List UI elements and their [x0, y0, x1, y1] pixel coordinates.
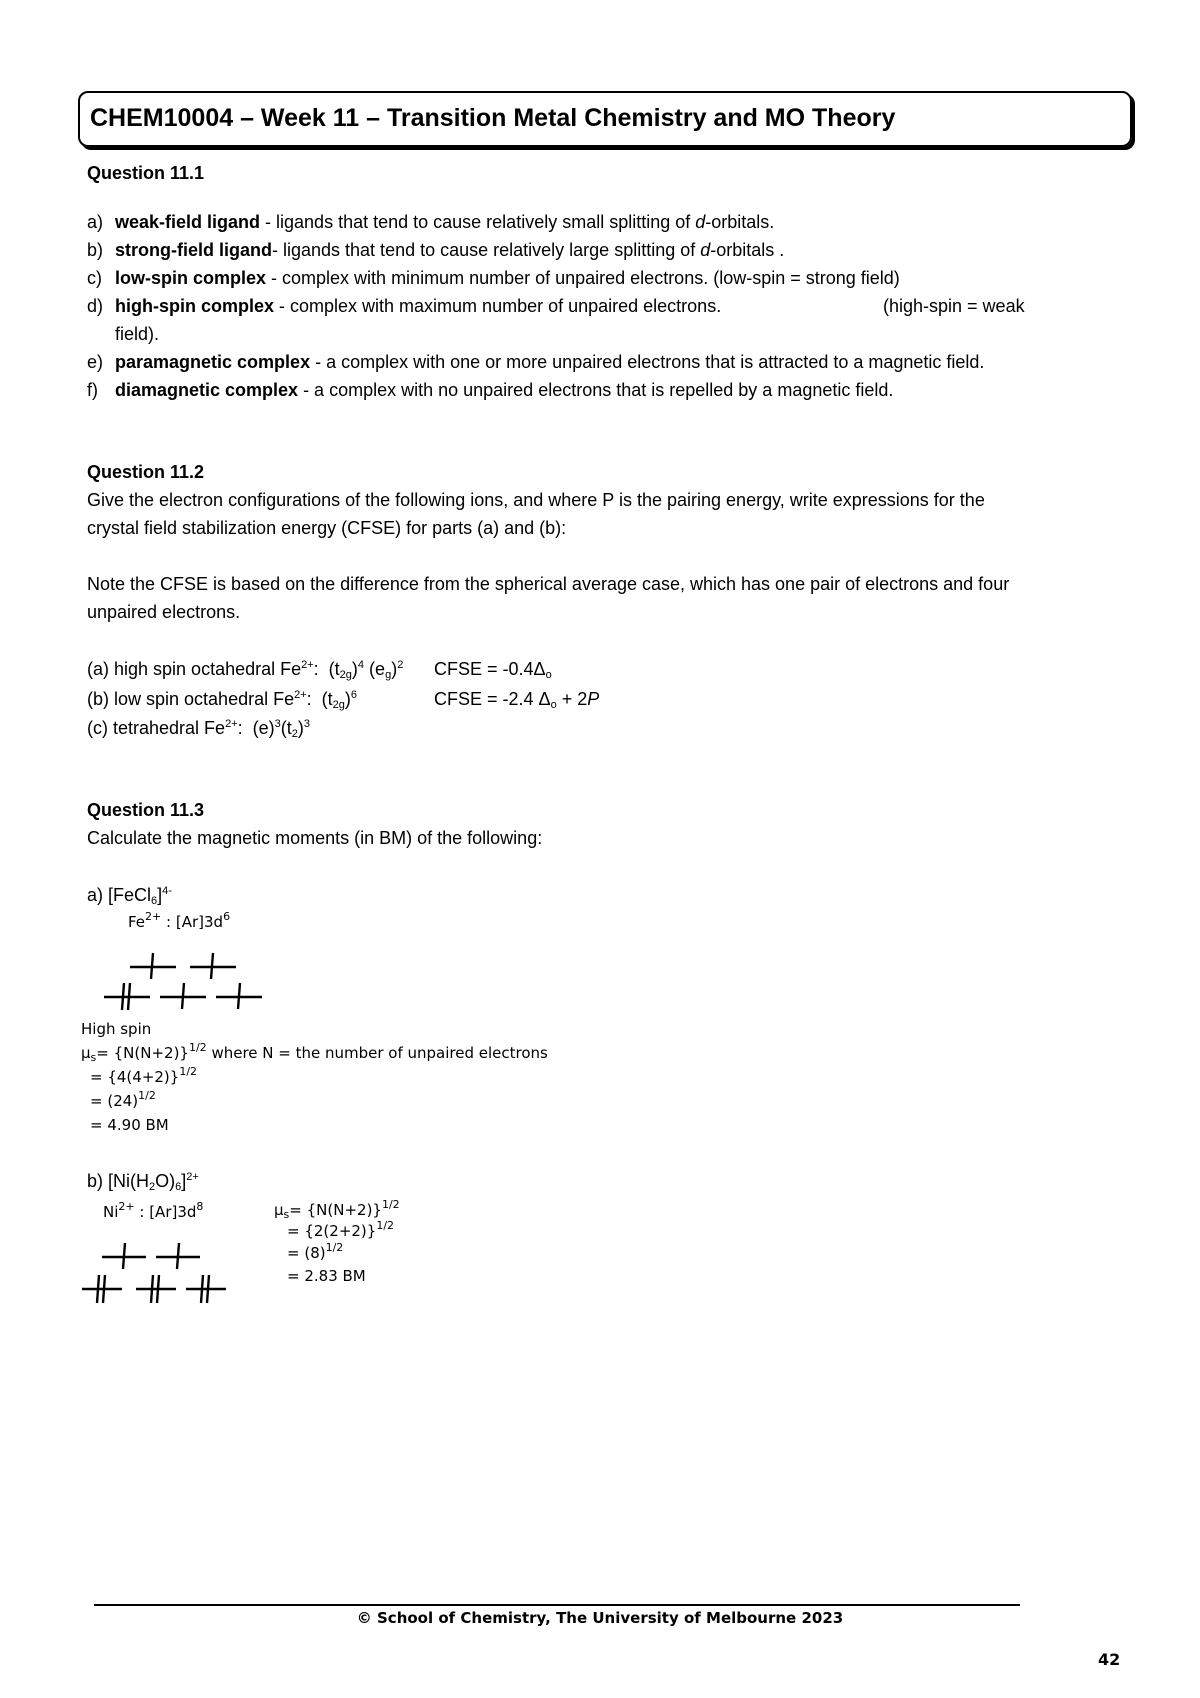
- q2-part-b: (b) low spin octahedral $Fe^{2+}$: $(t_{2g})^6$: [87, 689, 358, 711]
- q1-item-b: b) strong-field ligand- ligands that tend to cause relatively large splitting of d-orbitals .: [87, 240, 785, 260]
- orbital-diagram-b: [80, 1233, 240, 1308]
- q3-part-a-label: a) [FeCl$_6$]$^{4-}$: [87, 885, 172, 907]
- q3-a-step1: = $\{4(4+2)\}^{1/2}$: [90, 1065, 198, 1086]
- q2-intro-line1: Give the electron configurations of the following ions, and where P is the pairing energy, write expressions for the: [87, 490, 985, 510]
- mu-formula-a: $\mu_s= \{N(N+2)\}^{1/2}$ where N = the number of unpaired electrons: [81, 1041, 548, 1064]
- high-spin-label: High spin: [81, 1020, 152, 1038]
- footer-copyright: © School of Chemistry, The University of Melbourne 2023: [356, 1609, 844, 1627]
- q1-item-c: c) low-spin complex - complex with minimum number of unpaired electrons. (low-spin = strong field): [87, 268, 900, 288]
- q2-part-c: (c) tetrahedral $Fe^{2+}$: $(e)^3(t_2)^3$: [87, 718, 310, 740]
- q3-a-step2: = $(24)^{1/2}$: [90, 1089, 156, 1110]
- q2-note-line1: Note the CFSE is based on the difference from the spherical average case, which has one pair of electrons and four: [87, 574, 1010, 594]
- q2-note-line2: unpaired electrons.: [87, 602, 241, 622]
- orbital-diagram-a: [100, 945, 270, 1015]
- q1-item-d-note: (high-spin = weak: [883, 296, 1025, 316]
- q2-intro-line2: crystal field stabilization energy (CFSE) for parts (a) and (b):: [87, 518, 567, 538]
- q3-b-step2: = $(8)^{1/2}$: [287, 1241, 344, 1262]
- q1-item-f: f) diamagnetic complex - a complex with no unpaired electrons that is repelled by a magnetic field.: [87, 380, 894, 400]
- q3-part-b-config: $Ni^{2+}$ : $[Ar]3d^8$: [103, 1200, 204, 1221]
- q3-b-step1: = $\{2(2+2)\}^{1/2}$: [287, 1219, 395, 1240]
- page-number: 42: [1098, 1650, 1121, 1669]
- q1-item-e: e) paramagnetic complex - a complex with one or more unpaired electrons that is attracted to a magnetic field.: [87, 352, 985, 372]
- q2-part-a: (a) high spin octahedral $Fe^{2+}$: $(t_{2g})^4$ $(e_g)^2$: [87, 659, 404, 681]
- page-title: CHEM10004 – Week 11 – Transition Metal Chemistry and MO Theory: [90, 104, 896, 132]
- q3-intro: Calculate the magnetic moments (in BM) of the following:: [87, 828, 543, 848]
- q1-item-d-continuation: field).: [115, 324, 160, 344]
- q3-a-step3: = 4.90 BM: [90, 1116, 169, 1134]
- q3-heading: Question 11.3: [87, 800, 205, 820]
- mu-formula-b: $\mu_s= \{N(N+2)\}^{1/2}$: [274, 1198, 400, 1221]
- q1-heading: Question 11.1: [87, 163, 205, 183]
- q2-heading: Question 11.2: [87, 462, 205, 482]
- q3-b-step3: = 2.83 BM: [287, 1267, 366, 1285]
- q1-item-a: a) weak-field ligand - ligands that tend to cause relatively small splitting of d-orbitals.: [87, 212, 775, 232]
- q3-part-a-config: $Fe^{2+}$ : $[Ar]3d^6$: [128, 910, 231, 931]
- q2-part-b-cfse: CFSE = -2.4 $\Delta_o + 2P$: [434, 689, 600, 711]
- q3-part-b-label: b) $[Ni(H_2O)_6]^{2+}$: [87, 1171, 199, 1193]
- title-box: [78, 91, 1132, 147]
- q2-part-a-cfse: CFSE = $-0.4\Delta_o$: [434, 659, 552, 681]
- q1-item-d: d) high-spin complex - complex with maximum number of unpaired electrons.: [87, 296, 722, 316]
- footer-rule: [94, 1604, 1020, 1606]
